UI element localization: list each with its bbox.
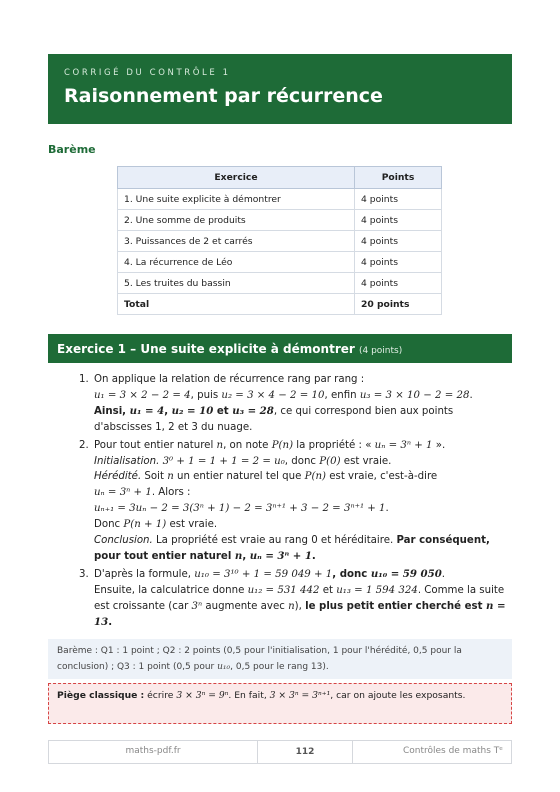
footer-site: maths-pdf.fr xyxy=(125,746,181,756)
q3-text: augmente avec xyxy=(202,600,289,612)
q2-math-hypothesis: uₙ = 3ⁿ + 1 xyxy=(94,487,152,499)
q2-conclusion-label: Conclusion. xyxy=(94,535,153,547)
q2-text: la propriété : « xyxy=(293,439,375,451)
trap-text: . En fait, xyxy=(228,690,270,701)
question-2 xyxy=(79,438,511,565)
q2-text: . xyxy=(311,550,316,562)
q2-text: , on note xyxy=(223,439,272,451)
q3-text: ), xyxy=(294,600,306,612)
table-cell-points: 4 points xyxy=(355,189,442,210)
q2-text: ». xyxy=(432,439,446,451)
q2-math-init: 3⁰ + 1 = 1 + 1 = 2 = u₀ xyxy=(162,455,285,467)
q1-text: , puis xyxy=(190,389,222,401)
footer-collection: Contrôles de maths Tᵉ xyxy=(402,746,503,756)
q2-math-computation: uₙ₊₁ = 3uₙ − 2 = 3(3ⁿ + 1) − 2 = 3ⁿ⁺¹ + 3 − 2 = 3ⁿ⁺¹ + 1 xyxy=(94,503,386,515)
table-cell-exercise: 5. Les truites du bassin xyxy=(118,273,355,294)
table-cell-exercise: 1. Une suite explicite à démontrer xyxy=(118,189,355,210)
table-cell-points: 4 points xyxy=(355,252,442,273)
page-title: Raisonnement par récurrence xyxy=(64,85,383,107)
q2-math-Pn: P(n) xyxy=(271,439,294,451)
trap-text: , car on ajoute les exposants. xyxy=(330,690,466,701)
q3-text: , donc xyxy=(332,568,371,580)
q1-conclusion: , ce qui correspond bien aux points d'abscisses 1, 2 et 3 du nuage. xyxy=(94,405,454,433)
q2-text: , xyxy=(242,550,250,562)
q1-math-u3: u₃ = 3 × 10 − 2 = 28 xyxy=(359,389,470,401)
table-cell-exercise: 2. Une somme de produits xyxy=(118,210,355,231)
answer-list xyxy=(79,372,511,631)
q3-math-3n: 3ⁿ xyxy=(191,600,203,612)
q2-math-Pn1: P(n + 1) xyxy=(123,519,167,531)
q1-text: , xyxy=(164,405,172,417)
q1-text: et xyxy=(213,405,233,417)
q1-ainsi: Ainsi, xyxy=(94,405,130,417)
table-cell-points: 4 points xyxy=(355,231,442,252)
question-3 xyxy=(79,567,511,631)
table-row xyxy=(118,231,442,252)
note-text: , 0,5 pour le rang 13). xyxy=(230,662,329,672)
note-text: Barème : Q1 : 1 point ; Q2 : 2 points (0,5 pour l'initialisation, 1 pour l'hérédité, 0,5 pour la conclusion) ; Q3 : 1 point (0,5 pour xyxy=(57,646,462,672)
q1-math-u1-result: u₁ = 4 xyxy=(129,404,165,417)
q2-hered-label: Hérédité. xyxy=(94,471,142,483)
table-cell-total-label: Total xyxy=(118,294,355,315)
page-number: 112 xyxy=(257,741,353,763)
trap-math-wrong: 3 × 3ⁿ = 9ⁿ xyxy=(176,690,229,701)
header-kicker: CORRIGÉ DU CONTRÔLE 1 xyxy=(64,68,231,78)
question-1 xyxy=(79,372,511,436)
table-cell-exercise: 3. Puissances de 2 et carrés xyxy=(118,231,355,252)
q1-intro: On applique la relation de récurrence rang par rang : xyxy=(94,374,365,385)
q3-math-u10: u₁₀ = 3¹⁰ + 1 = 59 049 + 1 xyxy=(194,568,333,580)
q3-text: . xyxy=(108,616,113,628)
q3-answer-text: le plus petit entier cherché est xyxy=(305,600,487,612)
trap-label: Piège classique : xyxy=(57,690,145,701)
q2-text: . Alors : xyxy=(151,487,191,499)
exercise-title xyxy=(57,342,402,356)
q2-text: un entier naturel tel que xyxy=(173,471,305,483)
q3-text: . Comme la suite est croissante (car xyxy=(94,584,505,612)
exercise-points: (4 points) xyxy=(358,346,403,356)
q3-text: et xyxy=(319,584,337,596)
q2-text: . xyxy=(385,503,389,515)
bareme-heading: Barème xyxy=(48,143,96,156)
trap-math-right: 3 × 3ⁿ = 3ⁿ⁺¹ xyxy=(269,690,331,701)
exercise-banner xyxy=(48,334,512,363)
question-number: 1. xyxy=(79,374,89,385)
q2-text: Soit xyxy=(141,471,168,483)
q2-math-n: n xyxy=(167,471,174,483)
table-row xyxy=(118,252,442,273)
table-cell-points: 4 points xyxy=(355,273,442,294)
q2-text: La propriété est vraie au rang 0 et héréditaire. xyxy=(152,535,397,547)
q2-text: Pour tout entier naturel xyxy=(94,439,217,451)
table-total-row xyxy=(118,294,442,315)
bareme-table xyxy=(117,166,442,315)
column-header-exercice: Exercice xyxy=(118,167,355,189)
table-cell-exercise: 4. La récurrence de Léo xyxy=(118,252,355,273)
q3-text: D'après la formule, xyxy=(94,568,195,580)
q3-math-answer: n = 13 xyxy=(94,599,506,628)
q2-text: est vraie. xyxy=(340,455,392,467)
q2-init-label: Initialisation. xyxy=(94,455,160,467)
q3-text: Ensuite, la calculatrice donne xyxy=(94,584,248,596)
q1-math-u3-result: u₃ = 28 xyxy=(232,404,274,417)
q1-math-u2-result: u₂ = 10 xyxy=(171,404,214,417)
page-footer xyxy=(48,740,512,764)
note-math-u10: u₁₀ xyxy=(217,662,231,672)
q3-math-u12: u₁₂ = 531 442 xyxy=(247,584,320,596)
q2-math-n: n xyxy=(216,439,224,451)
grading-note xyxy=(48,639,512,679)
q2-math-final: uₙ = 3ⁿ + 1 xyxy=(249,549,312,562)
q2-text: Donc xyxy=(94,519,124,531)
table-row xyxy=(118,189,442,210)
q1-math-u2: u₂ = 3 × 4 − 2 = 10 xyxy=(221,389,325,401)
q2-math-P0: P(0) xyxy=(319,455,341,467)
q3-math-n: n xyxy=(288,600,295,612)
table-cell-points: 4 points xyxy=(355,210,442,231)
trap-warning xyxy=(48,683,512,724)
header-banner xyxy=(48,54,512,124)
table-header-row xyxy=(118,167,442,189)
question-number: 3. xyxy=(79,568,89,580)
q3-text: . xyxy=(441,568,446,580)
q2-text: est vraie. xyxy=(166,519,218,531)
q2-math-n: n xyxy=(234,549,243,562)
q1-text: . xyxy=(469,389,473,401)
q2-text: est vraie, c'est-à-dire xyxy=(326,471,438,483)
table-row xyxy=(118,210,442,231)
question-number: 2. xyxy=(79,439,89,451)
q1-math-u1: u₁ = 3 × 2 − 2 = 4 xyxy=(94,389,191,401)
table-cell-total-points: 20 points xyxy=(355,294,442,315)
q2-math-Pn: P(n) xyxy=(304,471,326,483)
exercise-title-text: Exercice 1 – Une suite explicite à démontrer xyxy=(57,342,355,356)
table-row xyxy=(118,273,442,294)
q2-math-un: uₙ = 3ⁿ + 1 xyxy=(374,439,433,451)
q2-text: , donc xyxy=(284,455,320,467)
q2-consequence: Par conséquent, pour tout entier naturel xyxy=(94,535,490,562)
q1-text: , enfin xyxy=(324,389,360,401)
column-header-points: Points xyxy=(355,167,442,189)
trap-text: écrire xyxy=(144,690,177,701)
q3-math-u13: u₁₃ = 1 594 324 xyxy=(336,584,418,596)
q3-math-u10-result: u₁₀ = 59 050 xyxy=(370,567,442,580)
